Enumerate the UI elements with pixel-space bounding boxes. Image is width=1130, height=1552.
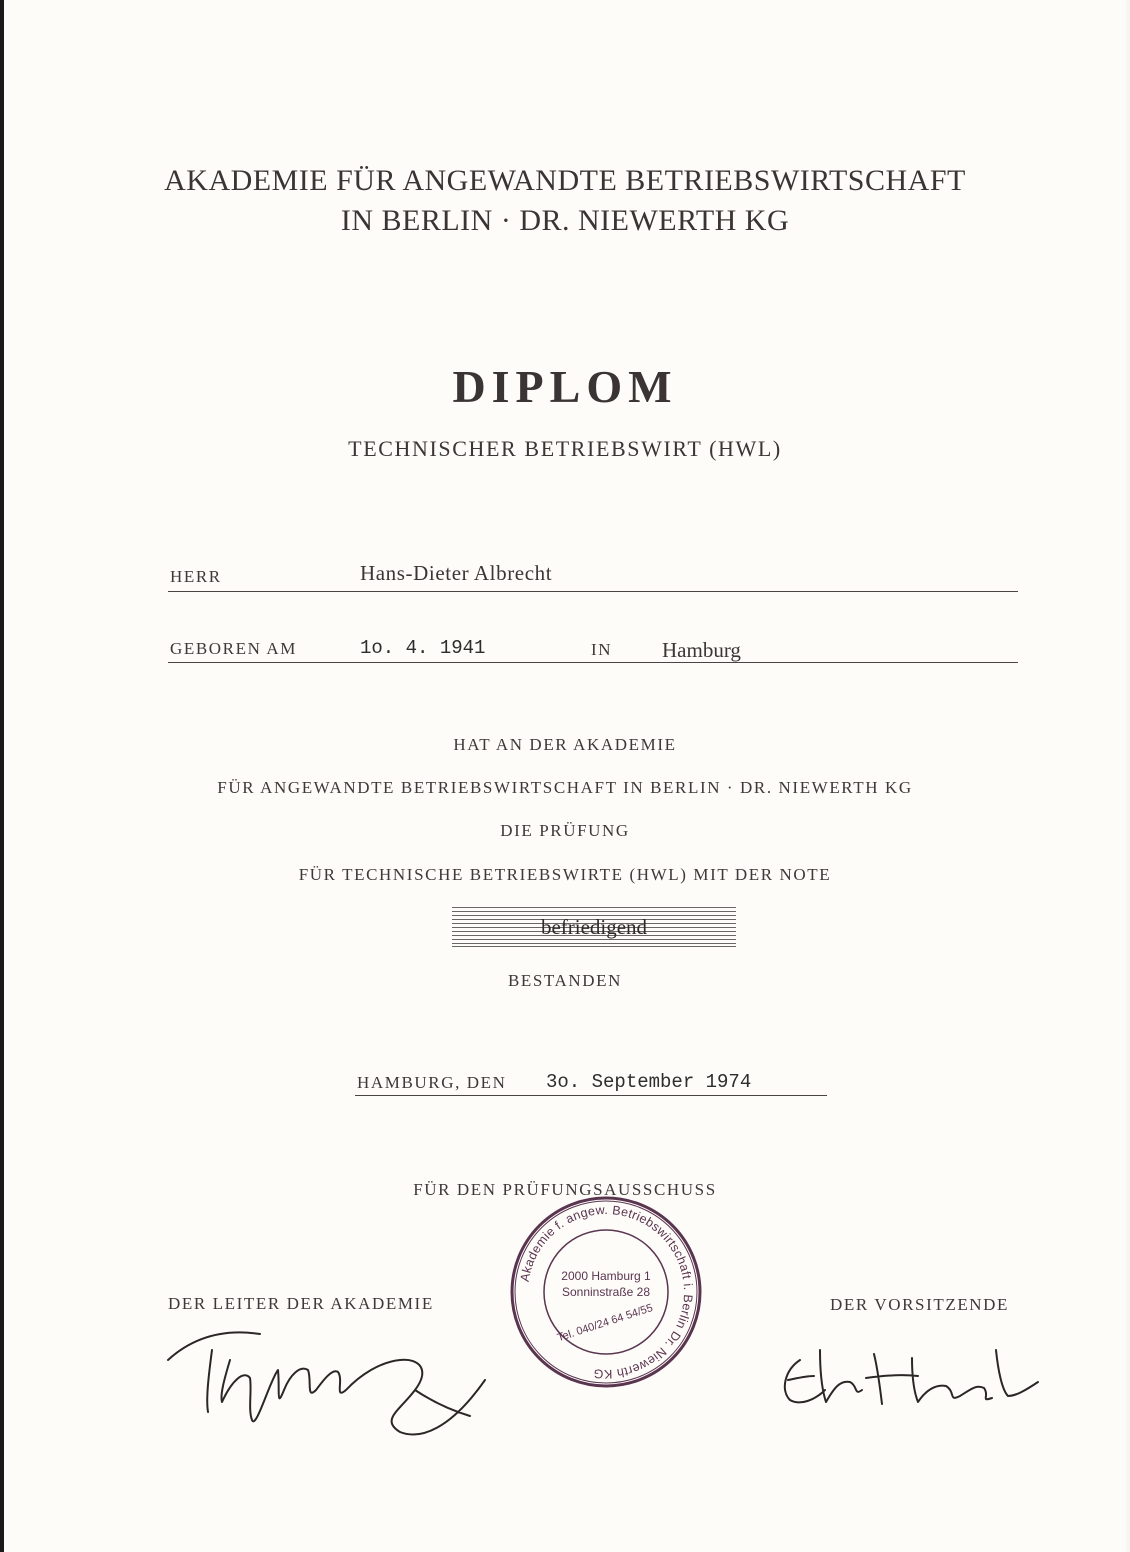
stamp-city: 2000 Hamburg 1: [561, 1269, 651, 1283]
born-label: GEBOREN AM: [170, 639, 297, 658]
left-signature-image: [160, 1320, 510, 1460]
committee-label: FÜR DEN PRÜFUNGSAUSSCHUSS: [413, 1180, 717, 1199]
stamp-ring-text: Akademie f. angew. Betriebswirtschaft i. Berlin Dr. Niewerth KG: [517, 1202, 696, 1382]
passed-label: BESTANDEN: [507, 971, 623, 990]
body-line-2: FÜR ANGEWANDTE BETRIEBSWIRTSCHAFT IN BERLIN · DR. NIEWERTH KG: [217, 778, 913, 797]
born-underline: [168, 662, 1018, 663]
herr-label: HERR: [170, 567, 222, 586]
birth-date: 1o. 4. 1941: [360, 637, 486, 659]
date-label: HAMBURG, DEN: [357, 1073, 507, 1092]
body-line-4: FÜR TECHNISCHE BETRIEBSWIRTE (HWL) MIT DER NOTE: [298, 865, 832, 884]
body-line-3: DIE PRÜFUNG: [500, 821, 630, 840]
right-signature-image: [770, 1340, 1040, 1430]
stamp-phone: Tel. 040/24 64 54/55: [555, 1302, 655, 1345]
in-label: IN: [591, 640, 613, 659]
grade-value: befriedigend: [540, 915, 648, 939]
recipient-name: Hans-Dieter Albrecht: [360, 561, 553, 585]
official-stamp: [508, 1194, 704, 1390]
stamp-street: Sonninstraße 28: [561, 1285, 651, 1299]
left-signatory-label: DER LEITER DER AKADEMIE: [168, 1294, 434, 1313]
institution-name-line1: AKADEMIE FÜR ANGEWANDTE BETRIEBSWIRTSCHAFT: [164, 164, 966, 197]
institution-name-line2: IN BERLIN · DR. NIEWERTH KG: [340, 204, 790, 237]
name-underline: [168, 591, 1018, 592]
date-underline: [355, 1095, 827, 1096]
birth-place: Hamburg: [662, 638, 741, 662]
body-line-1: HAT AN DER AKADEMIE: [453, 735, 677, 754]
degree-subtitle: TECHNISCHER BETRIEBSWIRT (HWL): [348, 436, 782, 461]
document-title: DIPLOM: [452, 361, 678, 412]
right-signatory-label: DER VORSITZENDE: [830, 1295, 1010, 1314]
issue-date: 3o. September 1974: [546, 1071, 752, 1093]
